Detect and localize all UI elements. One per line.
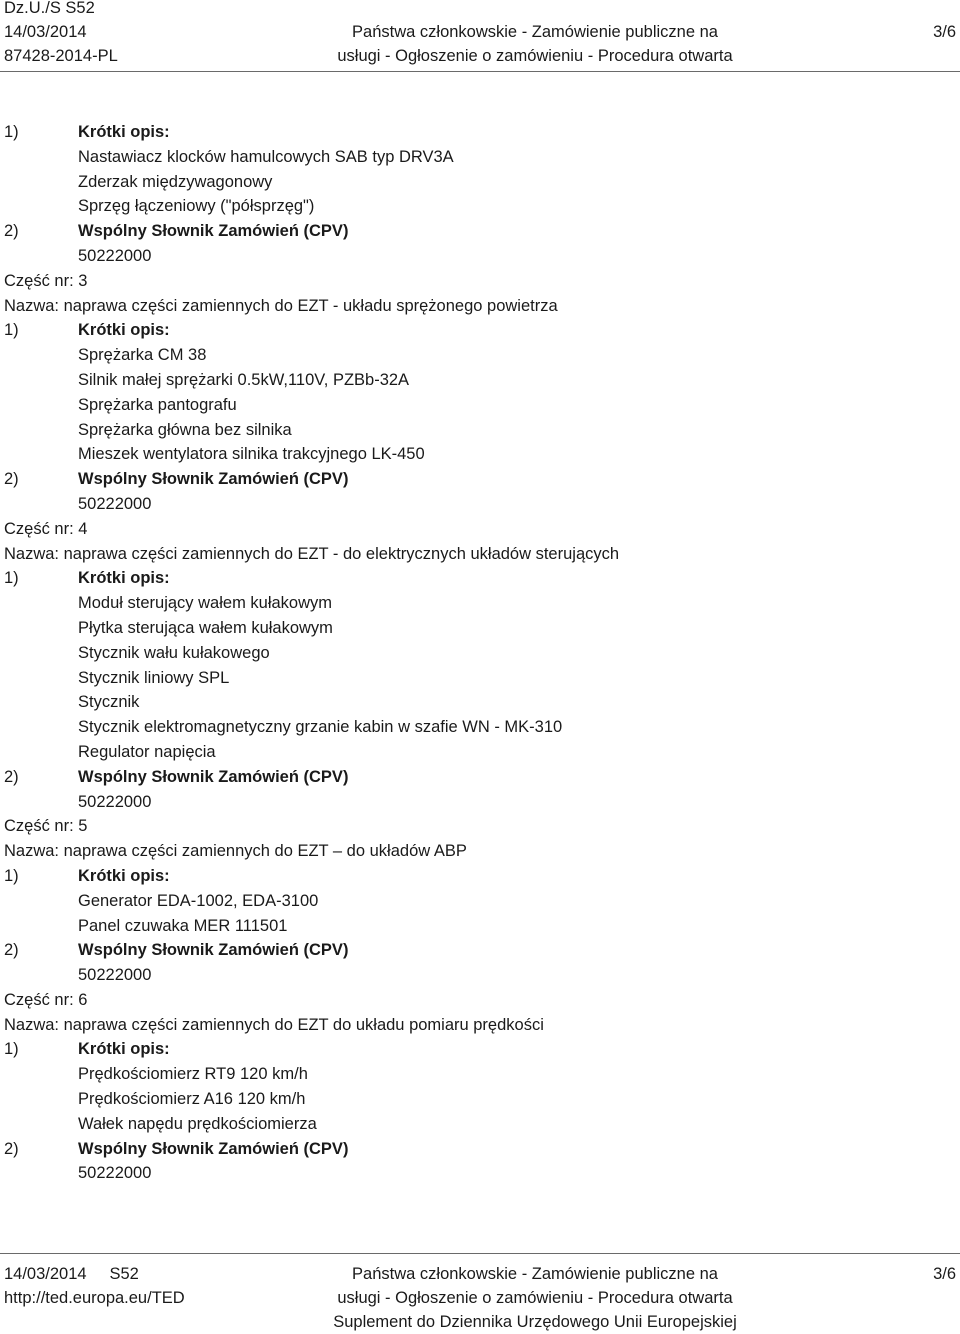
cpv-code: 50222000 — [78, 792, 152, 811]
item-number: 2) — [4, 470, 19, 489]
cpv-label: Wspólny Słownik Zamówień (CPV) — [78, 470, 349, 489]
page-footer — [0, 1262, 960, 1334]
short-description-label: Krótki opis: — [78, 1040, 170, 1059]
description-line: Płytka sterująca wałem kułakowym — [78, 618, 333, 637]
footer-date-issue: 14/03/2014 S52 — [4, 1265, 139, 1283]
header-page-number: 3/6 — [933, 23, 956, 41]
cpv-code: 50222000 — [78, 494, 152, 513]
item-number: 2) — [4, 767, 19, 786]
cpv-label: Wspólny Słownik Zamówień (CPV) — [78, 222, 349, 241]
cpv-label: Wspólny Słownik Zamówień (CPV) — [78, 941, 349, 960]
cpv-heading — [4, 938, 954, 963]
description-line: Nastawiacz klocków hamulcowych SAB typ DRV3A — [78, 147, 454, 166]
description-line: Prędkościomierz A16 120 km/h — [78, 1090, 306, 1109]
footer-supplement: Suplement do Dziennika Urzędowego Unii Europejskiej — [333, 1313, 737, 1331]
cpv-heading — [4, 1137, 954, 1162]
description-line: Stycznik liniowy SPL — [78, 668, 230, 687]
cpv-code: 50222000 — [78, 246, 152, 265]
short-description-label: Krótki opis: — [78, 866, 170, 885]
page-header — [0, 0, 960, 70]
item-number: 1) — [4, 866, 19, 885]
part-section — [4, 269, 954, 517]
description-line: Sprężarka pantografu — [78, 395, 237, 414]
description-line: Mieszek wentylatora silnika trakcyjnego LK-450 — [78, 445, 425, 464]
header-title-line-2: usługi - Ogłoszenie o zamówieniu - Procedura otwarta — [337, 47, 733, 65]
short-description-heading — [4, 864, 954, 889]
journal-ref: Dz.U./S S52 — [4, 0, 95, 17]
description-line: Sprężarka główna bez silnika — [78, 420, 292, 439]
header-rule — [0, 71, 960, 72]
part-name: Nazwa: naprawa części zamiennych do EZT - układu sprężonego powietrza — [4, 296, 558, 315]
ted-link[interactable]: http://ted.europa.eu/TED — [4, 1289, 185, 1307]
cpv-label: Wspólny Słownik Zamówień (CPV) — [78, 1139, 349, 1158]
part-name: Nazwa: naprawa części zamiennych do EZT - do elektrycznych układów sterujących — [4, 544, 620, 563]
cpv-code: 50222000 — [78, 966, 152, 985]
part-number: Część nr: 5 — [4, 817, 88, 836]
header-title-line-1: Państwa członkowskie - Zamówienie publiczne na — [352, 23, 718, 41]
description-line: Zderzak międzywagonowy — [78, 172, 273, 191]
description-line: Sprzęg łączeniowy ("półsprzęg") — [78, 197, 315, 216]
short-description-heading — [4, 318, 954, 343]
description-line: Stycznik — [78, 693, 140, 712]
short-description-heading — [4, 1037, 954, 1062]
part-number: Część nr: 4 — [4, 519, 88, 538]
cpv-heading — [4, 467, 954, 492]
part-name: Nazwa: naprawa części zamiennych do EZT do układu pomiaru prędkości — [4, 1015, 544, 1034]
short-description-heading — [4, 566, 954, 591]
header-date: 14/03/2014 — [4, 23, 87, 41]
item-number: 1) — [4, 569, 19, 588]
part-number: Część nr: 3 — [4, 271, 88, 290]
description-line: Generator EDA-1002, EDA-3100 — [78, 891, 319, 910]
short-description-label: Krótki opis: — [78, 569, 170, 588]
part-section — [4, 517, 954, 815]
cpv-code: 50222000 — [78, 1164, 152, 1183]
item-number: 1) — [4, 123, 19, 141]
footer-title-line-1: Państwa członkowskie - Zamówienie publiczne na — [352, 1265, 718, 1283]
short-description-label: Krótki opis: — [78, 321, 170, 340]
item-number: 1) — [4, 1040, 19, 1059]
description-line: Panel czuwaka MER 111501 — [78, 916, 288, 935]
item-number: 2) — [4, 222, 19, 241]
footer-title-line-2: usługi - Ogłoszenie o zamówieniu - Procedura otwarta — [337, 1289, 733, 1307]
item-number: 1) — [4, 321, 19, 340]
part-section — [4, 988, 954, 1186]
description-line: Silnik małej sprężarki 0.5kW,110V, PZBb-32A — [78, 370, 410, 389]
item-number: 2) — [4, 1139, 19, 1158]
description-line: Sprężarka CM 38 — [78, 346, 207, 365]
continuation-section — [4, 120, 954, 269]
description-line: Stycznik elektromagnetyczny grzanie kabin w szafie WN - MK-310 — [78, 718, 563, 737]
description-line: Moduł sterujący wałem kułakowym — [78, 594, 333, 613]
description-line: Regulator napięcia — [78, 742, 216, 761]
part-name: Nazwa: naprawa części zamiennych do EZT – do układów ABP — [4, 842, 467, 861]
description-line: Stycznik wału kułakowego — [78, 643, 270, 662]
item-number: 2) — [4, 941, 19, 960]
footer-rule — [0, 1253, 960, 1254]
notice-number: 87428-2014-PL — [4, 47, 118, 65]
part-section — [4, 814, 954, 988]
cpv-heading — [4, 765, 954, 790]
description-line: Wałek napędu prędkościomierza — [78, 1114, 317, 1133]
document-body — [4, 120, 954, 1186]
part-number: Część nr: 6 — [4, 990, 88, 1009]
cpv-heading — [4, 219, 954, 244]
footer-page-number: 3/6 — [933, 1265, 956, 1283]
short-description-label: Krótki opis: — [78, 123, 170, 141]
cpv-label: Wspólny Słownik Zamówień (CPV) — [78, 767, 349, 786]
description-line: Prędkościomierz RT9 120 km/h — [78, 1065, 308, 1084]
short-description-heading — [4, 120, 954, 145]
